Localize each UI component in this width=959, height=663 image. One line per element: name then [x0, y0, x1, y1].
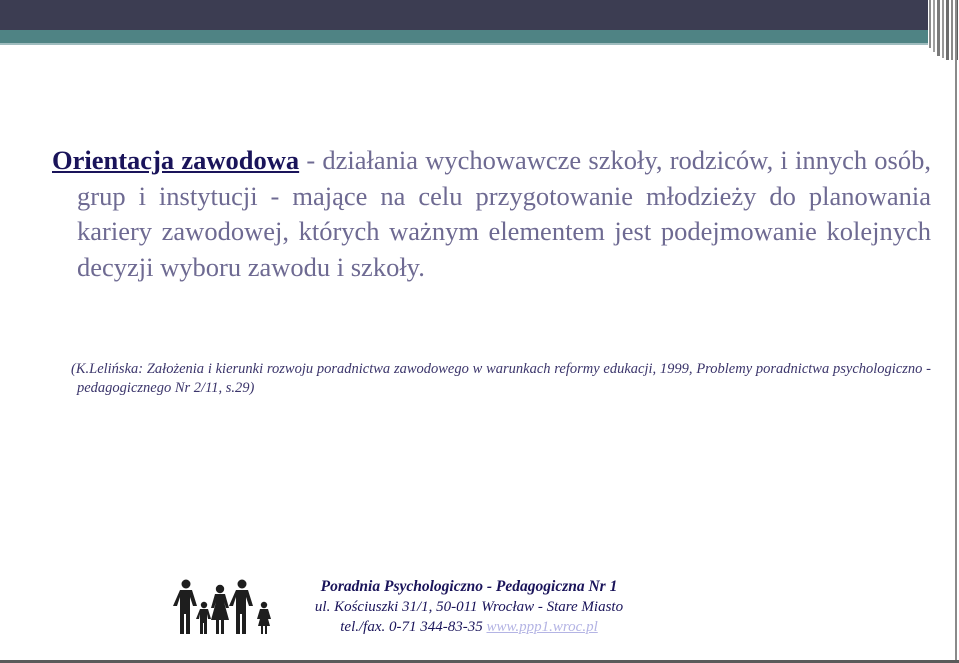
header-bar-teal [0, 30, 943, 43]
family-silhouette-icon [172, 578, 274, 634]
footer-address: ul. Kościuszki 31/1, 50-011 Wrocław - Stare Miasto [314, 599, 624, 615]
footer-contact-block [288, 577, 650, 637]
header-bar-line [0, 43, 943, 45]
footer-contact-line [288, 617, 650, 637]
footer-phone: tel./fax. 0-71 344-83-35 [340, 619, 483, 635]
citation: (K.Lelińska: Założenia i kierunki rozwoju poradnictwa zawodowego w warunkach reformy edukacji, 1999, Problemy poradnictwa psychologiczno - pedagogicznego Nr 2/11, s.29) [71, 361, 931, 396]
definition-paragraph [52, 143, 931, 285]
footer-website-link[interactable]: www.ppp1.wroc.pl [486, 619, 598, 635]
definition-term: Orientacja zawodowa [52, 145, 300, 175]
right-border [955, 0, 957, 663]
footer-institution-name: Poradnia Psychologiczno - Pedagogiczna Nr 1 [320, 578, 618, 595]
definition-body: - działania wychowawcze szkoły, rodziców, i innych osób, grup i instytucji - mające na celu przygotowanie młodzieży do planowania kariery zawodowej, których ważnym elementem jest podejmowanie kolejnych decyzji wyboru zawodu i szkoły. [77, 145, 931, 282]
header-bar-dark [0, 0, 930, 30]
